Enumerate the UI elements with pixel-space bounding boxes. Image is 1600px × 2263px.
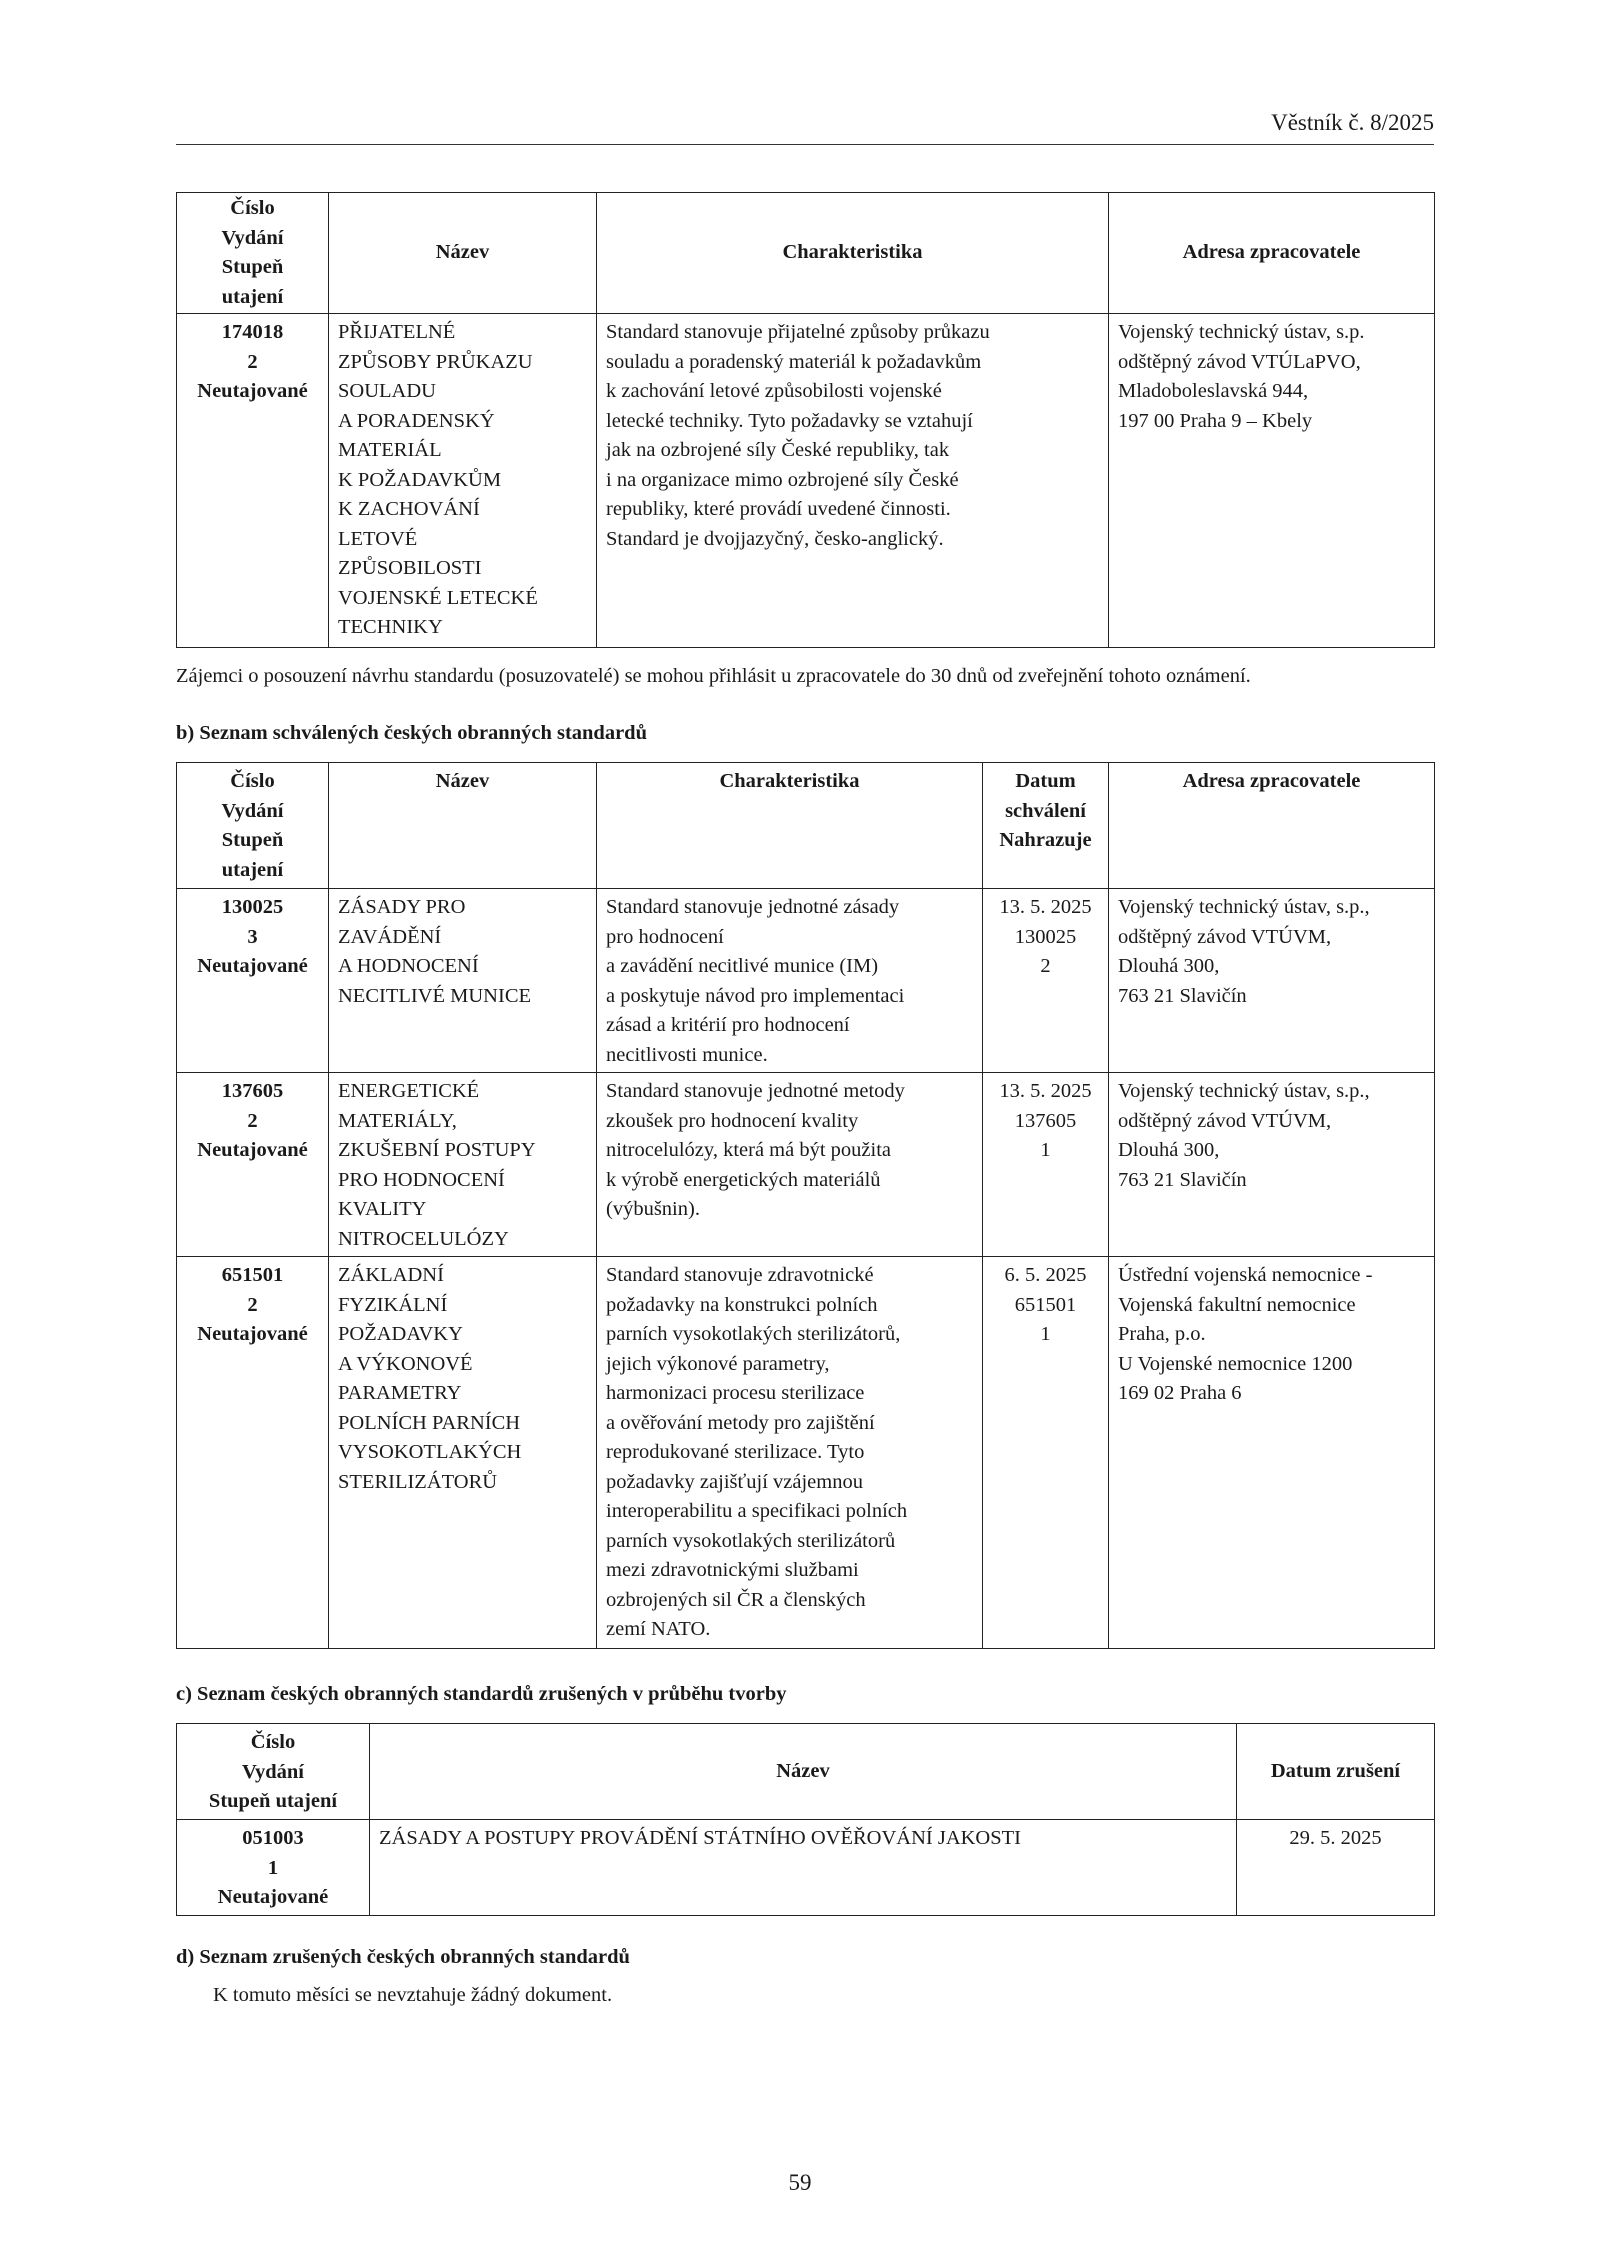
table-header-row — [177, 763, 1435, 889]
standard-number: 651501 2 Neutajované — [177, 1257, 329, 1649]
cancelled-during-creation-table — [176, 1723, 1435, 1916]
note-text: Zájemci o posouzení návrhu standardu (posuzovatelé) se mohou přihlásit u zpracovatele do 30 dnů od zveřejnění tohoto oznámení. — [176, 665, 1251, 687]
standard-number: 130025 3 Neutajované — [177, 889, 329, 1073]
section-c-title: c) Seznam českých obranných standardů zrušených v průběhu tvorby — [176, 1683, 787, 1705]
header-number: Číslo Vydání Stupeň utajení — [177, 763, 329, 889]
approval-date: 13. 5. 2025 130025 2 — [983, 889, 1109, 1073]
processor-address: Vojenský technický ústav, s.p. odštěpný závod VTÚLaPVO, Mladoboleslavská 944, 197 00 Praha 9 – Kbely — [1109, 314, 1435, 648]
standard-number: 137605 2 Neutajované — [177, 1073, 329, 1257]
header-date: Datum schválení Nahrazuje — [983, 763, 1109, 889]
section-d-text: K tomuto měsíci se nevztahuje žádný dokument. — [213, 1984, 613, 2006]
table-row — [177, 1257, 1435, 1649]
standard-number: 174018 2 Neutajované — [177, 314, 329, 648]
header-name: Název — [329, 193, 597, 314]
standard-description: Standard stanovuje jednotné metody zkoušek pro hodnocení kvality nitrocelulózy, která má být použita k výrobě energetických materiálů (výbušnin). — [597, 1073, 983, 1257]
standard-description: Standard stanovuje přijatelné způsoby průkazu souladu a poradenský materiál k požadavkům k zachování letové způsobilosti vojenské letecké techniky. Tyto požadavky se vztahují jak na ozbrojené síly České republiky, tak i na organizace mimo ozbrojené síly České republiky, které provádí uvedené činnosti. Standard je dvojjazyčný, česko-anglický. — [597, 314, 1109, 648]
header-date: Datum zrušení — [1237, 1724, 1435, 1820]
table-header-row — [177, 193, 1435, 314]
header-name: Název — [329, 763, 597, 889]
table-row — [177, 314, 1435, 648]
standard-name: ZÁSADY PRO ZAVÁDĚNÍ A HODNOCENÍ NECITLIVÉ MUNICE — [329, 889, 597, 1073]
approved-standards-table — [176, 762, 1435, 1649]
table-row — [177, 1820, 1435, 1916]
standards-draft-table — [176, 192, 1435, 648]
processor-address: Vojenský technický ústav, s.p., odštěpný závod VTÚVM, Dlouhá 300, 763 21 Slavičín — [1109, 1073, 1435, 1257]
standard-name: PŘIJATELNÉ ZPŮSOBY PRŮKAZU SOULADU A PORADENSKÝ MATERIÁL K POŽADAVKŮM K ZACHOVÁNÍ LETOVÉ ZPŮSOBILOSTI VOJENSKÉ LETECKÉ TECHNIKY — [329, 314, 597, 648]
standard-name: ZÁSADY A POSTUPY PROVÁDĚNÍ STÁTNÍHO OVĚŘOVÁNÍ JAKOSTI — [370, 1820, 1237, 1916]
standard-description: Standard stanovuje jednotné zásady pro hodnocení a zavádění necitlivé munice (IM) a poskytuje návod pro implementaci zásad a kritérií pro hodnocení necitlivosti munice. — [597, 889, 983, 1073]
standard-name: ZÁKLADNÍ FYZIKÁLNÍ POŽADAVKY A VÝKONOVÉ PARAMETRY POLNÍCH PARNÍCH VYSOKOTLAKÝCH STERILIZÁTORŮ — [329, 1257, 597, 1649]
page-header: Věstník č. 8/2025 — [176, 110, 1434, 145]
table-row — [177, 1073, 1435, 1257]
table-row — [177, 889, 1435, 1073]
header-address: Adresa zpracovatele — [1109, 763, 1435, 889]
approval-date: 6. 5. 2025 651501 1 — [983, 1257, 1109, 1649]
header-number: Číslo Vydání Stupeň utajení — [177, 193, 329, 314]
processor-address: Vojenský technický ústav, s.p., odštěpný závod VTÚVM, Dlouhá 300, 763 21 Slavičín — [1109, 889, 1435, 1073]
header-address: Adresa zpracovatele — [1109, 193, 1435, 314]
section-b-title: b) Seznam schválených českých obranných standardů — [176, 722, 647, 744]
approval-date: 13. 5. 2025 137605 1 — [983, 1073, 1109, 1257]
header-description: Charakteristika — [597, 763, 983, 889]
header-description: Charakteristika — [597, 193, 1109, 314]
table-header-row — [177, 1724, 1435, 1820]
standard-description: Standard stanovuje zdravotnické požadavky na konstrukci polních parních vysokotlakých sterilizátorů, jejich výkonové parametry, harmonizaci procesu sterilizace a ověřování metody pro zajištění reprodukované sterilizace. Tyto požadavky zajišťují vzájemnou interoperabilitu a specifikaci polních parních vysokotlakých sterilizátorů mezi zdravotnickými službami ozbrojených sil ČR a členských zemí NATO. — [597, 1257, 983, 1649]
header-name: Název — [370, 1724, 1237, 1820]
section-d-title: d) Seznam zrušených českých obranných standardů — [176, 1946, 630, 1968]
page-number: 59 — [788, 2170, 812, 2195]
processor-address: Ústřední vojenská nemocnice - Vojenská fakultní nemocnice Praha, p.o. U Vojenské nemocnice 1200 169 02 Praha 6 — [1109, 1257, 1435, 1649]
standard-number: 051003 1 Neutajované — [177, 1820, 370, 1916]
cancellation-date: 29. 5. 2025 — [1237, 1820, 1435, 1916]
standard-name: ENERGETICKÉ MATERIÁLY, ZKUŠEBNÍ POSTUPY PRO HODNOCENÍ KVALITY NITROCELULÓZY — [329, 1073, 597, 1257]
header-number: Číslo Vydání Stupeň utajení — [177, 1724, 370, 1820]
